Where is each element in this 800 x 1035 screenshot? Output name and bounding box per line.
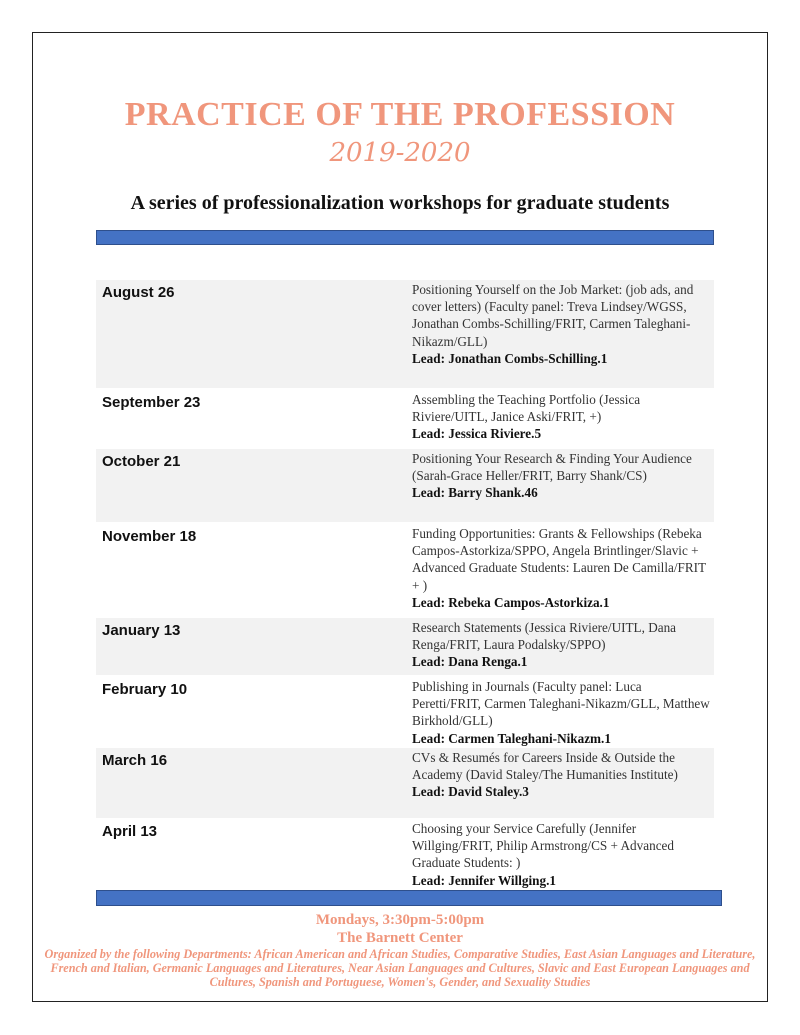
workshop-description [412, 678, 710, 747]
meeting-location: The Barnett Center [337, 930, 463, 946]
workshop-lead: Lead: Jennifer Willging.1 [412, 872, 556, 888]
workshop-date: September 23 [102, 394, 201, 411]
page-title: PRACTICE OF THE PROFESSION [124, 96, 676, 133]
workshop-lead: Lead: Dana Renga.1 [412, 654, 528, 670]
workshop-description [412, 391, 710, 443]
workshop-row [96, 618, 714, 675]
organizing-departments: Organized by the following Departments: African American and African Studies, Comparative Studies, East Asian Languages and Literature, French and Italian, Germanic Languages and Literatures, Near Asian Languages and Cultures, Slavic and East European Languages and Cultures, Spanish and Portuguese, Women's, Gender, and Sexuality Studies [44, 947, 756, 989]
year-subtitle: 2019-2020 [329, 138, 471, 168]
workshop-title: Positioning Yourself on the Job Market: (job ads, and cover letters) (Faculty panel: Treva Lindsey/WGSS, Jonathan Combs-Schilling/FRIT, Carmen Taleghani-Nikazm/GLL) [412, 282, 694, 349]
workshop-row [96, 390, 714, 447]
meeting-time: Mondays, 3:30pm-5:00pm [315, 912, 485, 928]
workshop-description [412, 281, 710, 367]
workshop-title: Assembling the Teaching Portfolio (Jessica Riviere/UITL, Janice Aski/FRIT, +) [412, 392, 641, 425]
workshop-title: CVs & Resumés for Careers Inside & Outside the Academy (David Staley/The Humanities Institute) [412, 750, 678, 783]
workshop-date: October 21 [102, 453, 181, 470]
workshop-row [96, 280, 714, 388]
workshop-date: November 18 [102, 528, 197, 545]
workshop-date: March 16 [102, 752, 168, 769]
workshop-row [96, 819, 714, 889]
workshop-lead: Lead: Jessica Riviere.5 [412, 426, 542, 442]
workshop-title: Choosing your Service Carefully (Jennifer Willging/FRIT, Philip Armstrong/CS + Advanced Graduate Students: ) [412, 821, 674, 871]
workshop-description [412, 749, 710, 801]
workshop-title: Publishing in Journals (Faculty panel: Luca Peretti/FRIT, Carmen Taleghani-Nikazm/GLL, Matthew Birkhold/GLL) [412, 679, 710, 729]
workshop-lead: Lead: David Staley.3 [412, 784, 529, 800]
workshop-date: April 13 [102, 823, 158, 840]
workshop-lead: Lead: Barry Shank.46 [412, 485, 538, 501]
workshop-row [96, 524, 714, 616]
workshop-date: February 10 [102, 681, 188, 698]
workshop-title: Research Statements (Jessica Riviere/UITL, Dana Renga/FRIT, Laura Podalsky/SPPO) [412, 620, 677, 653]
workshop-title: Funding Opportunities: Grants & Fellowships (Rebeka Campos-Astorkiza/SPPO, Angela Brintlinger/Slavic + Advanced Graduate Students: Lauren De Camilla/FRIT + ) [412, 526, 706, 593]
workshop-row [96, 677, 714, 747]
workshop-date: August 26 [102, 284, 175, 301]
top-divider-bar [96, 230, 714, 245]
workshop-description [412, 619, 710, 671]
workshop-description [412, 450, 710, 502]
workshop-row [96, 449, 714, 522]
bottom-divider-bar [96, 890, 722, 906]
workshop-row [96, 748, 714, 818]
workshop-lead: Lead: Rebeka Campos-Astorkiza.1 [412, 594, 610, 610]
workshop-description [412, 525, 710, 611]
workshop-lead: Lead: Carmen Taleghani-Nikazm.1 [412, 730, 611, 746]
workshop-lead: Lead: Jonathan Combs-Schilling.1 [412, 350, 608, 366]
workshop-title: Positioning Your Research & Finding Your Audience (Sarah-Grace Heller/FRIT, Barry Shank/CS) [412, 451, 692, 484]
series-description: A series of professionalization workshops for graduate students [130, 192, 670, 214]
workshop-date: January 13 [102, 622, 181, 639]
workshop-description [412, 820, 710, 889]
